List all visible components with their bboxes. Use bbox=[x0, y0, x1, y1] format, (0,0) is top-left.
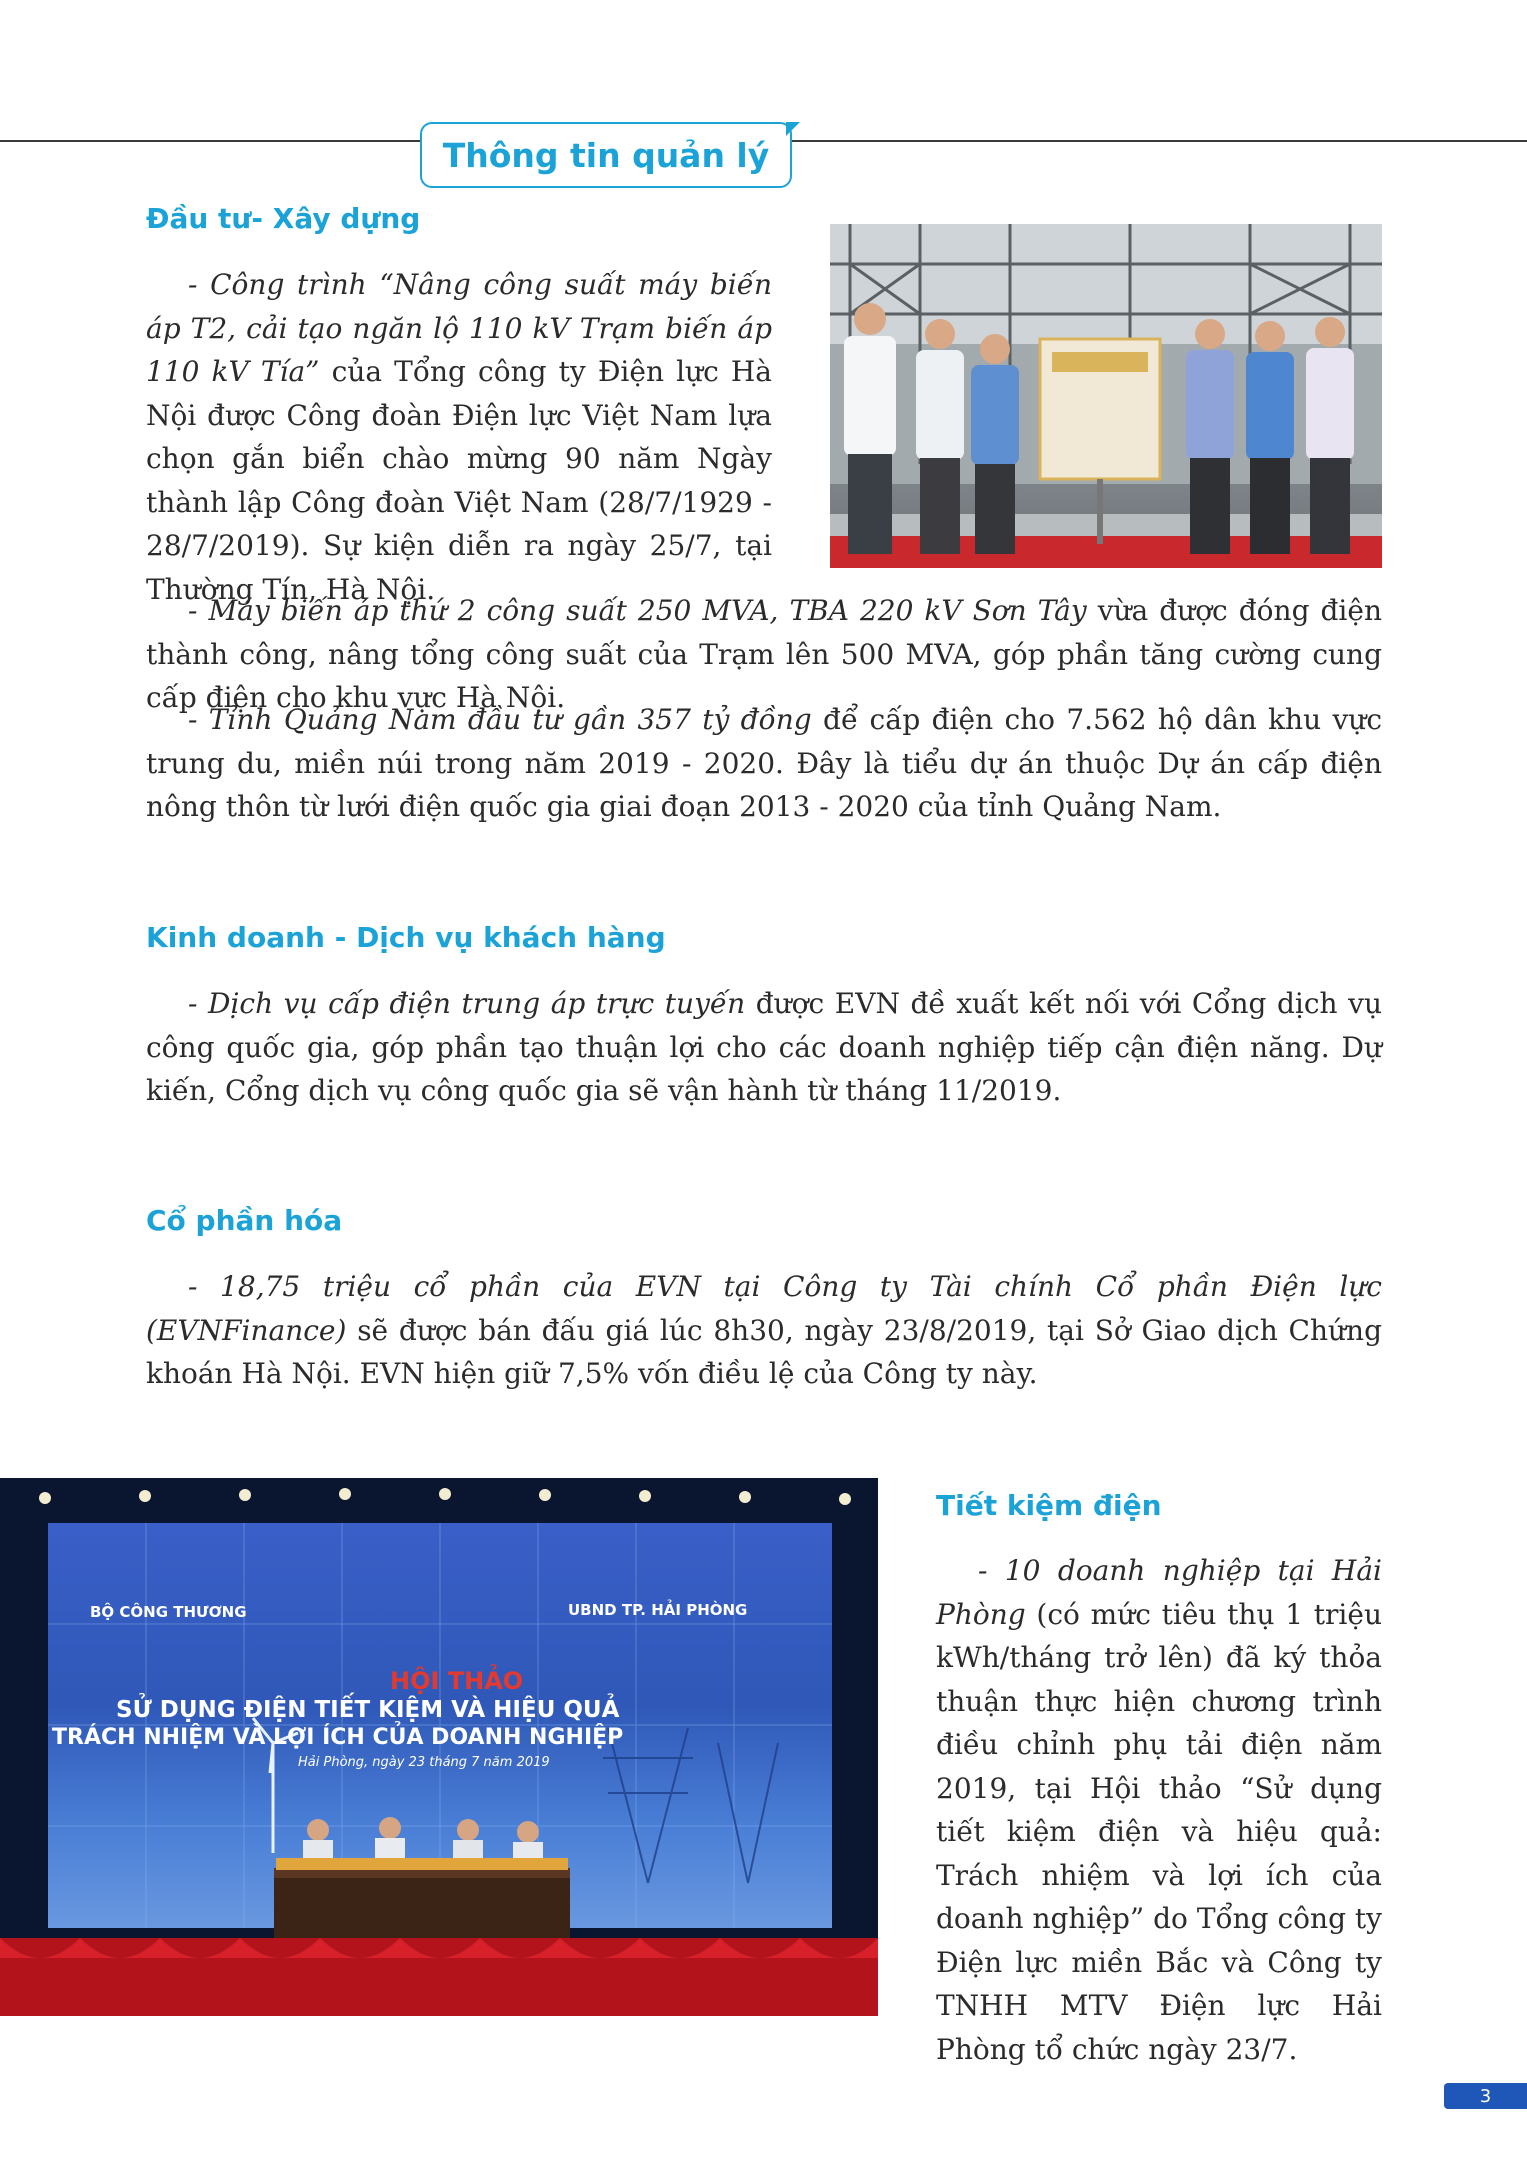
section-tab bbox=[420, 122, 792, 188]
paragraph-kinh-doanh-1-body: được EVN đề xuất kết nối với Cổng dịch vụ công quốc gia, góp phần tạo thuận lợi cho các doanh nghiệp tiếp cận điện năng. Dự kiến, Cổng dịch vụ công quốc gia sẽ vận hành từ tháng 11/2019. bbox=[146, 987, 1382, 1107]
paragraph-tiet-kiem-1-lead: - 10 doanh nghiệp tại Hải Phòng bbox=[936, 1554, 1382, 1631]
paragraph-co-phan-hoa-1-body: sẽ được bán đấu giá lúc 8h30, ngày 23/8/2019, tại Sở Giao dịch Chứng khoán Hà Nội. EVN hiện giữ 7,5% vốn điều lệ của Công ty này. bbox=[146, 1313, 1382, 1390]
tab-corner-decoration bbox=[786, 122, 800, 136]
substation-ceremony-image bbox=[830, 224, 1382, 568]
conference-photo bbox=[0, 1478, 878, 2016]
screen-left-org: BỘ CÔNG THƯƠNG bbox=[90, 1603, 247, 1621]
screen-right-org: UBND TP. HẢI PHÒNG bbox=[568, 1601, 748, 1619]
paragraph-dau-tu-3-lead: - Tỉnh Quảng Nam đầu tư gần 357 tỷ đồng bbox=[188, 703, 812, 736]
substation-ceremony-photo bbox=[830, 224, 1382, 568]
heading-kinh-doanh: Kinh doanh - Dịch vụ khách hàng bbox=[146, 921, 666, 954]
paragraph-tiet-kiem-1-body: (có mức tiêu thụ 1 triệu kWh/tháng trở lên) đã ký thỏa thuận thực hiện chương trình điều chỉnh phụ tải điện năm 2019, tại Hội thảo “Sử dụng tiết kiệm điện và hiệu quả: Trách nhiệm và lợi ích của doanh nghiệp” do Tổng công ty Điện lực miền Bắc và Công ty TNHH MTV Điện lực Hải Phòng tổ chức ngày 23/7. bbox=[936, 1597, 1382, 2066]
heading-dau-tu: Đầu tư- Xây dựng bbox=[146, 202, 421, 235]
screen-event-title: HỘI THẢO bbox=[390, 1667, 524, 1695]
paragraph-dau-tu-1 bbox=[146, 263, 772, 611]
paragraph-co-phan-hoa-1-lead: - 18,75 triệu cổ phần của EVN tại Công ty Tài chính Cổ phần Điện lực (EVNFinance) bbox=[146, 1270, 1382, 1347]
heading-tiet-kiem: Tiết kiệm điện bbox=[936, 1489, 1162, 1522]
paragraph-tiet-kiem-1 bbox=[936, 1549, 1382, 2071]
section-tab-label: Thông tin quản lý bbox=[442, 135, 770, 175]
heading-co-phan-hoa: Cổ phần hóa bbox=[146, 1204, 343, 1237]
paragraph-dau-tu-1-body: của Tổng công ty Điện lực Hà Nội được Công đoàn Điện lực Việt Nam lựa chọn gắn biển chào mừng 90 năm Ngày thành lập Công đoàn Việt Nam (28/7/1929 - 28/7/2019). Sự kiện diễn ra ngày 25/7, tại Thường Tín, Hà Nội. bbox=[146, 355, 773, 606]
screen-title-line1: SỬ DỤNG ĐIỆN TIẾT KIỆM VÀ HIỆU QUẢ bbox=[116, 1697, 620, 1723]
paragraph-kinh-doanh-1 bbox=[146, 982, 1382, 1113]
paragraph-co-phan-hoa-1 bbox=[146, 1265, 1382, 1396]
page-number-badge bbox=[1444, 2083, 1527, 2109]
screen-title-line2: TRÁCH NHIỆM VÀ LỢI ÍCH CỦA DOANH NGHIỆP bbox=[52, 1725, 624, 1750]
paragraph-dau-tu-3 bbox=[146, 698, 1382, 829]
conference-stage bbox=[0, 1478, 878, 2016]
paragraph-dau-tu-1-lead: - Công trình “Nâng công suất máy biến áp T2, cải tạo ngăn lộ 110 kV Trạm biến áp 110 kV Tía” bbox=[146, 268, 772, 388]
paragraph-dau-tu-2-body: vừa được đóng điện thành công, nâng tổng công suất của Trạm lên 500 MVA, góp phần tăng cường cung cấp điện cho khu vực Hà Nội. bbox=[146, 594, 1382, 714]
screen-date-line: Hải Phòng, ngày 23 tháng 7 năm 2019 bbox=[298, 1755, 550, 1770]
paragraph-dau-tu-2-lead: - Máy biến áp thứ 2 công suất 250 MVA, TBA 220 kV Sơn Tây bbox=[188, 594, 1087, 627]
paragraph-dau-tu-3-body: để cấp điện cho 7.562 hộ dân khu vực trung du, miền núi trong năm 2019 - 2020. Đây là tiểu dự án thuộc Dự án cấp điện nông thôn từ lưới điện quốc gia giai đoạn 2013 - 2020 của tỉnh Quảng Nam. bbox=[146, 703, 1382, 823]
paragraph-kinh-doanh-1-lead: - Dịch vụ cấp điện trung áp trực tuyến bbox=[188, 987, 746, 1020]
page-number: 3 bbox=[1479, 2085, 1492, 2107]
